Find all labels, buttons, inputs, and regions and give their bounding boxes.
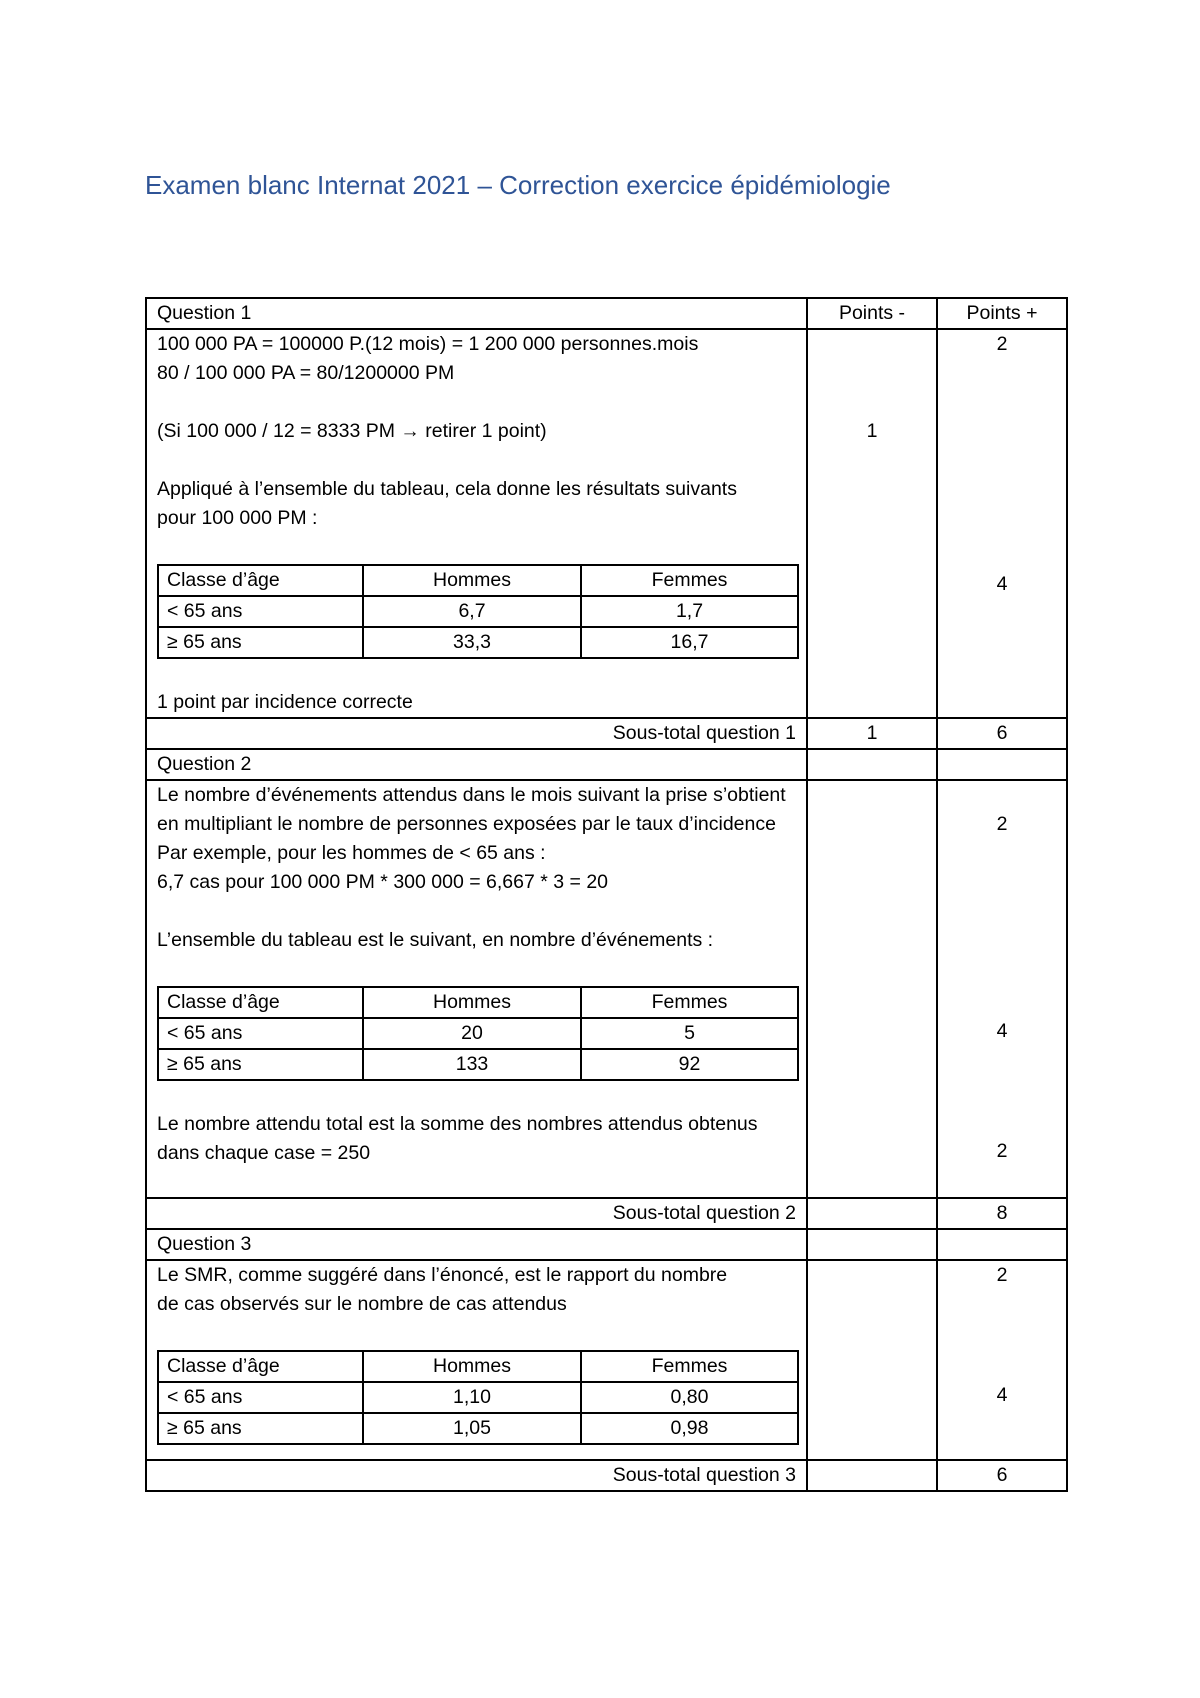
q3-points-plus-value: 2 xyxy=(996,1264,1008,1286)
header-row xyxy=(146,298,1067,329)
table-header-row xyxy=(158,1351,798,1382)
table-row xyxy=(158,1018,798,1049)
age-class-cell: < 65 ans xyxy=(158,1382,363,1413)
page-title: Examen blanc Internat 2021 – Correction exercice épidémiologie xyxy=(145,170,891,200)
question-2-heading-row xyxy=(146,749,1067,780)
q1-incidence-table xyxy=(157,564,799,659)
table-row xyxy=(158,1049,798,1080)
age-class-cell: < 65 ans xyxy=(158,596,363,627)
q1-line-1: 100 000 PA = 100000 P.(12 mois) = 1 200 000 personnes.mois xyxy=(157,333,699,355)
men-header: Hommes xyxy=(363,987,581,1018)
q1-points-minus xyxy=(807,329,937,718)
q1-line-3: (Si 100 000 / 12 = 8333 PM → retirer 1 point) xyxy=(157,420,547,442)
q1-line-5: 1 point par incidence correcte xyxy=(157,691,413,713)
points-plus-header: Points + xyxy=(937,298,1067,329)
subtotal-points-plus: 8 xyxy=(937,1198,1067,1229)
q2-line-3: 6,7 cas pour 100 000 PM * 300 000 = 6,667 * 3 = 20 xyxy=(157,871,609,893)
men-header: Hommes xyxy=(363,1351,581,1382)
q2-expected-events-table xyxy=(157,986,799,1081)
question-3-content xyxy=(146,1260,807,1460)
q2-line-4: L’ensemble du tableau est le suivant, en nombre d’événements : xyxy=(157,929,714,951)
women-header: Femmes xyxy=(581,1351,798,1382)
men-header: Hommes xyxy=(363,565,581,596)
question-1-heading: Question 1 xyxy=(146,298,807,329)
subtotal-points-plus: 6 xyxy=(937,1460,1067,1491)
table-row xyxy=(158,596,798,627)
women-cell: 0,80 xyxy=(581,1382,798,1413)
q1-points-plus-value: 4 xyxy=(996,573,1008,595)
correction-table xyxy=(145,297,1068,1492)
q1-points-plus xyxy=(937,329,1067,718)
subtotal-row-3 xyxy=(146,1460,1067,1491)
q3-line-1: Le SMR, comme suggéré dans l’énoncé, est le rapport du nombre de cas observés sur le nombre de cas attendus xyxy=(157,1264,728,1315)
subtotal-label: Sous-total question 3 xyxy=(146,1460,807,1491)
men-cell: 133 xyxy=(363,1049,581,1080)
age-class-header: Classe d’âge xyxy=(158,1351,363,1382)
q2-points-plus-value: 2 xyxy=(996,1140,1008,1162)
question-2-body xyxy=(146,780,1067,1198)
women-cell: 92 xyxy=(581,1049,798,1080)
question-3-heading: Question 3 xyxy=(146,1229,807,1260)
q2-line-5: Le nombre attendu total est la somme des nombres attendus obtenus dans chaque case = 250 xyxy=(157,1113,758,1164)
table-row xyxy=(158,627,798,658)
men-cell: 33,3 xyxy=(363,627,581,658)
age-class-header: Classe d’âge xyxy=(158,565,363,596)
q3-points-plus xyxy=(937,1260,1067,1460)
table-row xyxy=(158,1413,798,1444)
age-class-cell: ≥ 65 ans xyxy=(158,1049,363,1080)
q3-smr-table xyxy=(157,1350,799,1445)
question-2-heading: Question 2 xyxy=(146,749,807,780)
table-row xyxy=(158,1382,798,1413)
question-3-heading-row xyxy=(146,1229,1067,1260)
q1-points-plus-value: 2 xyxy=(996,333,1008,355)
q1-points-minus-value: 1 xyxy=(866,420,878,442)
women-cell: 0,98 xyxy=(581,1413,798,1444)
subtotal-row-2 xyxy=(146,1198,1067,1229)
points-minus-header: Points - xyxy=(807,298,937,329)
age-class-cell: ≥ 65 ans xyxy=(158,627,363,658)
women-header: Femmes xyxy=(581,987,798,1018)
age-class-header: Classe d’âge xyxy=(158,987,363,1018)
age-class-cell: ≥ 65 ans xyxy=(158,1413,363,1444)
women-cell: 1,7 xyxy=(581,596,798,627)
subtotal-points-plus: 6 xyxy=(937,718,1067,749)
q2-points-plus xyxy=(937,780,1067,1198)
q1-line-2: 80 / 100 000 PA = 80/1200000 PM xyxy=(157,362,455,384)
table-header-row xyxy=(158,987,798,1018)
q3-points-plus-value: 4 xyxy=(996,1384,1008,1406)
men-cell: 1,10 xyxy=(363,1382,581,1413)
question-1-body xyxy=(146,329,1067,718)
men-cell: 1,05 xyxy=(363,1413,581,1444)
q2-line-1: Le nombre d’événements attendus dans le mois suivant la prise s’obtient en multipliant le nombre de personnes exposées par le taux d’incidence xyxy=(157,784,786,835)
women-cell: 5 xyxy=(581,1018,798,1049)
q2-points-plus-value: 4 xyxy=(996,1020,1008,1042)
q2-line-2: Par exemple, pour les hommes de < 65 ans : xyxy=(157,842,546,864)
subtotal-label: Sous-total question 1 xyxy=(146,718,807,749)
q1-line-4: Appliqué à l’ensemble du tableau, cela donne les résultats suivants pour 100 000 PM : xyxy=(157,478,737,529)
question-2-content xyxy=(146,780,807,1198)
age-class-cell: < 65 ans xyxy=(158,1018,363,1049)
subtotal-label: Sous-total question 2 xyxy=(146,1198,807,1229)
men-cell: 20 xyxy=(363,1018,581,1049)
question-1-content xyxy=(146,329,807,718)
women-cell: 16,7 xyxy=(581,627,798,658)
q2-points-plus-value: 2 xyxy=(996,813,1008,835)
men-cell: 6,7 xyxy=(363,596,581,627)
women-header: Femmes xyxy=(581,565,798,596)
question-3-body xyxy=(146,1260,1067,1460)
table-header-row xyxy=(158,565,798,596)
subtotal-points-minus: 1 xyxy=(807,718,937,749)
subtotal-row-1 xyxy=(146,718,1067,749)
